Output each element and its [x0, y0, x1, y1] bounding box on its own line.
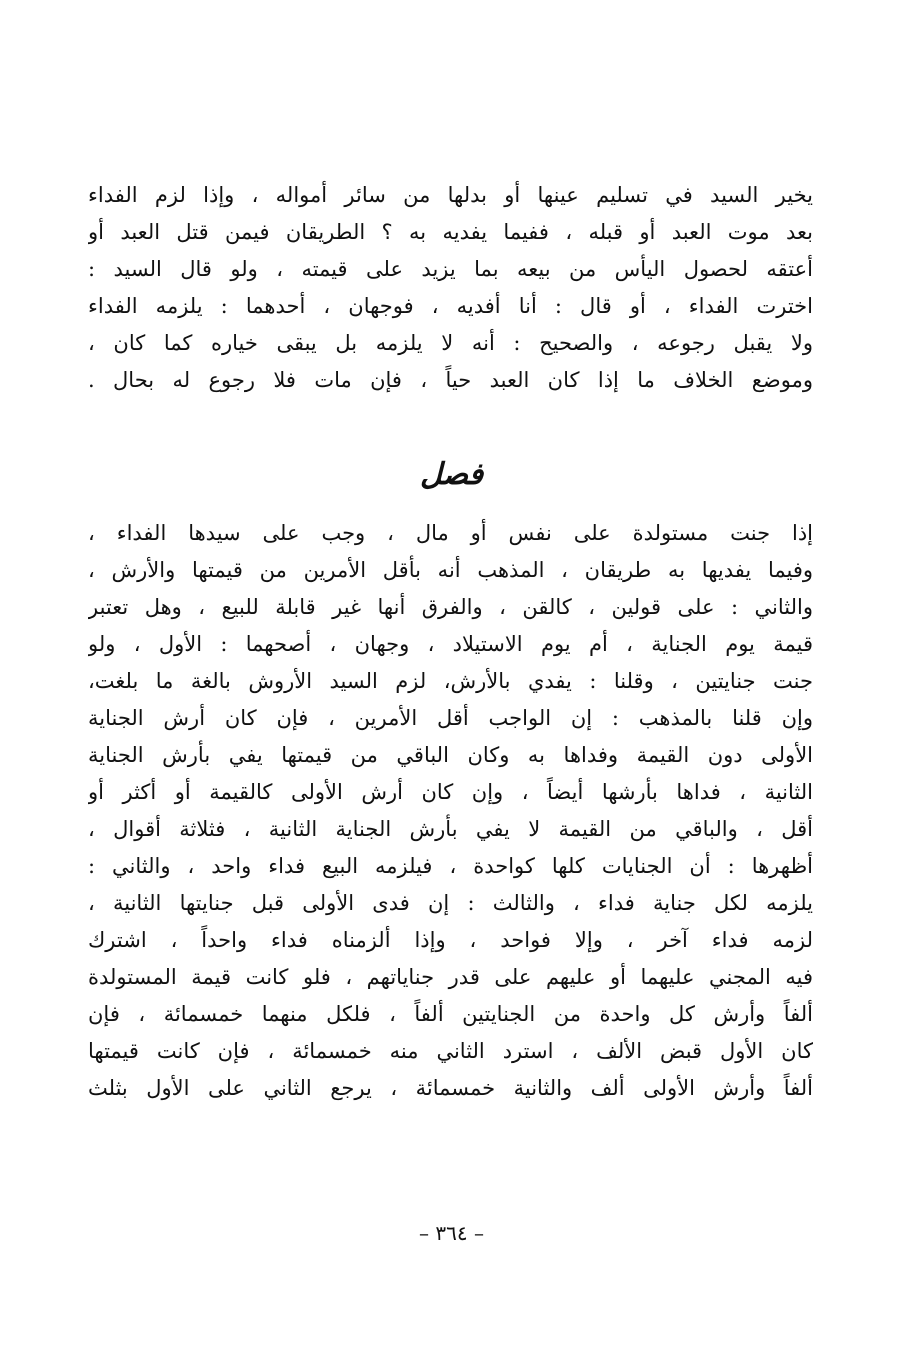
text-line: كان الأول قبض الألف ، استرد الثاني منه خمسمائة ، فإن كانت قيمتها: [88, 1039, 813, 1063]
text-line: والثاني : على قولين ، كالقن ، والفرق أنها غير قابلة للبيع ، وهل تعتبر: [88, 595, 813, 619]
text-line: اخترت الفداء ، أو قال : أنا أفديه ، فوجهان ، أحدهما : يلزمه الفداء: [88, 294, 813, 318]
text-line: فيه المجني عليهما أو عليهم على قدر جناياتهم ، فلو كانت قيمة المستولدة: [88, 965, 813, 989]
text-line: أقل ، والباقي من القيمة لا يفي بأرش الجناية الثانية ، فثلاثة أقوال ،: [88, 817, 813, 841]
text-line: ألفاً وأرش كل واحدة من الجنايتين ألفاً ، فلكل منهما خمسمائة ، فإن: [88, 1002, 813, 1026]
text-line: يخير السيد في تسليم عينها أو بدلها من سائر أمواله ، وإذا لزم الفداء: [88, 183, 813, 207]
text-line: وفيما يفديها به طريقان ، المذهب أنه بأقل الأمرين من قيمتها والأرش ،: [88, 558, 813, 582]
text-line: لزمه فداء آخر ، وإلا فواحد ، وإذا ألزمناه فداء واحداً ، اشترك: [88, 928, 813, 952]
text-line: أعتقه لحصول اليأس من بيعه بما يزيد على قيمته ، ولو قال السيد :: [88, 257, 813, 281]
text-line: بعد موت العبد أو قبله ، ففيما يفديه به ؟ الطريقان فيمن قتل العبد أو: [88, 220, 813, 244]
section-heading: فصل: [419, 457, 484, 492]
page-number: – ٣٦٤ –: [419, 1221, 484, 1245]
text-line: إذا جنت مستولدة على نفس أو مال ، وجب على سيدها الفداء ،: [88, 521, 813, 545]
text-line: ولا يقبل رجوعه ، والصحيح : أنه لا يلزمه بل يبقى خياره كما كان ،: [88, 331, 813, 355]
text-line: قيمة يوم الجناية ، أم يوم الاستيلاد ، وجهان ، أصحهما : الأول ، ولو: [88, 632, 813, 656]
text-line: الثانية ، فداها بأرشها أيضاً ، وإن كان أرش الأولى كالقيمة أو أكثر أو: [88, 780, 813, 804]
text-line: أظهرها : أن الجنايات كلها كواحدة ، فيلزمه البيع فداء واحد ، والثاني :: [88, 854, 813, 878]
text-line: الأولى دون القيمة وفداها به وكان الباقي من قيمتها يفي بأرش الجناية: [88, 743, 813, 767]
text-line: ألفاً وأرش الأولى ألف والثانية خمسمائة ، يرجع الثاني على الأول بثلث: [88, 1076, 813, 1100]
paragraph-2: [88, 515, 813, 1107]
text-line: جنت جنايتين ، وقلنا : يفدي بالأرش، لزم السيد الأروش بالغة ما بلغت،: [88, 669, 813, 693]
paragraph-1: [88, 177, 813, 399]
text-line: يلزمه لكل جناية فداء ، والثالث : إن فدى الأولى قبل جنايتها الثانية ،: [88, 891, 813, 915]
text-line: وموضع الخلاف ما إذا كان العبد حياً ، فإن مات فلا رجوع له بحال .: [88, 368, 813, 392]
text-line: وإن قلنا بالمذهب : إن الواجب أقل الأمرين ، فإن كان أرش الجناية: [88, 706, 813, 730]
